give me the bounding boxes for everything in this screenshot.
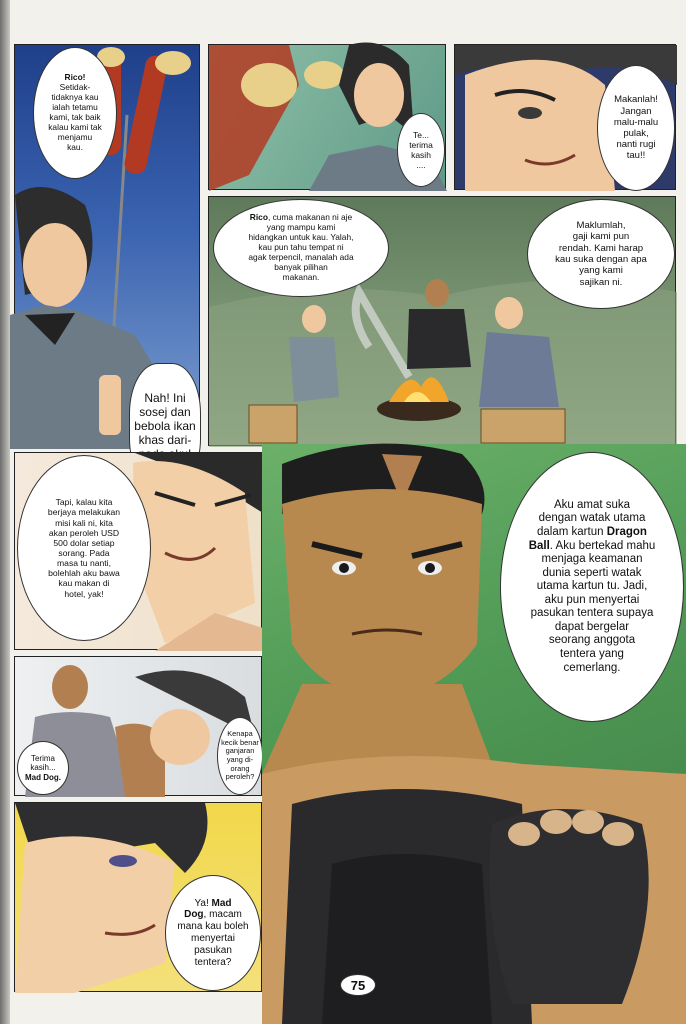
speech-line: kalau kami tak <box>48 121 102 132</box>
speech-line: berjaya melakukan <box>47 507 121 518</box>
panel-5 <box>14 452 262 650</box>
speech-line: bebola ikan <box>134 418 196 433</box>
speech-line: .... <box>416 160 426 171</box>
speech-line: Rico! <box>64 72 86 83</box>
speech-line: misi kali ni, kita <box>55 517 113 528</box>
speech-line: menjaga keamanan <box>541 553 643 566</box>
speech-line: aku pun menyertai <box>544 593 640 606</box>
speech-line: makanan. <box>282 271 320 282</box>
speech-bubble-rico-welcome <box>33 47 117 179</box>
speech-line: khas dari- <box>138 433 192 448</box>
speech-line: kecik benar <box>221 737 259 747</box>
speech-line: cemerlang. <box>563 661 621 674</box>
speech-line-part: , macam <box>203 909 242 921</box>
speech-line: sajikan ni. <box>579 276 623 288</box>
speech-line: kau. <box>67 141 83 152</box>
speech-line: hotel, yak! <box>64 588 104 599</box>
panel-8 <box>262 444 686 1024</box>
speech-bubble-dragon-ball-reason <box>500 452 684 722</box>
page-binding-shadow <box>0 0 10 1024</box>
speech-line: Mad Dog. <box>25 772 61 782</box>
speech-line: kau pun tahu tempat ni <box>258 242 344 253</box>
panel-2 <box>208 44 446 190</box>
speech-line: yang mampu kami <box>266 222 336 233</box>
speech-line: kami, tak baik <box>49 112 101 122</box>
speech-line: tau!! <box>626 150 646 162</box>
panel-6 <box>14 656 262 796</box>
speech-bubble-eat-up <box>597 65 675 191</box>
speech-bubble-low-salary <box>527 199 675 309</box>
speech-line: sorang. Pada <box>58 548 110 558</box>
speech-line: kasih <box>411 150 431 160</box>
title-emphasis: Dragon <box>606 525 647 538</box>
panel-4 <box>208 196 676 446</box>
speech-line: menyertai <box>191 933 235 944</box>
mad-dog-head <box>282 444 485 699</box>
speech-line: ialah tetamu <box>52 102 98 113</box>
speech-line: hidangkan untuk kau. Yalah, <box>248 232 354 243</box>
speech-line: orang <box>230 763 250 773</box>
speech-line: peroleh? <box>225 772 255 782</box>
speech-line: seorang anggota <box>548 634 636 647</box>
speech-line: tentera yang <box>560 648 624 661</box>
speech-line: mana kau boleh <box>177 921 249 933</box>
speech-bubble-small-reward-question <box>217 717 263 795</box>
speech-bubble-join-army-question <box>165 875 261 991</box>
speech-line-part: . Aku bertekad mahu <box>549 539 656 552</box>
speaker-name: Mad <box>211 897 232 909</box>
speech-line: 500 dolar setiap <box>53 537 115 548</box>
speech-bubble-thanks-maddog <box>17 741 69 795</box>
speech-line: utama kartun tu. Jadi, <box>536 580 648 593</box>
speech-line: Makanlah! <box>614 94 658 106</box>
speech-line: kau suka dengan apa <box>555 254 647 265</box>
speech-line: banyak pilihan <box>274 261 328 272</box>
speech-bubble-rico-food-apology <box>213 199 389 297</box>
page-number: 75 <box>340 974 376 996</box>
speech-line <box>529 526 656 540</box>
gloved-fist <box>490 809 649 1004</box>
speech-line: dunia seperti watak <box>542 566 642 579</box>
title-emphasis: Ball <box>528 539 550 552</box>
panel-1 <box>14 44 200 448</box>
speech-line: agak terpencil, manalah ada <box>248 251 354 262</box>
speech-line: Kenapa <box>227 728 253 738</box>
speech-line: Tapi, kalau kita <box>55 497 113 508</box>
speech-line: dengan watak utama <box>538 512 646 525</box>
speech-line: yang di- <box>226 755 254 764</box>
speech-line: kasih... <box>30 763 56 773</box>
speech-bubble-mission-reward <box>17 455 151 641</box>
panel-3 <box>454 44 676 190</box>
speech-line: Setidak- <box>59 82 91 93</box>
speech-line: bolehlah aku bawa <box>48 568 120 579</box>
speech-line: tentera? <box>194 956 232 968</box>
speech-line: pasukan tentera supaya <box>530 607 654 620</box>
speech-line: akan peroleh USD <box>48 527 120 538</box>
speech-line: malu-malu <box>613 116 659 128</box>
speech-line: dapat bergelar <box>554 620 630 633</box>
speech-line <box>177 909 248 921</box>
speech-line: menjamu <box>57 131 93 142</box>
speech-line: Nah! Ini <box>144 390 186 405</box>
speech-line: masa tu nanti, <box>57 558 111 569</box>
speech-line: ganjaran <box>225 746 255 756</box>
speech-line: kau makan di <box>58 578 110 589</box>
speech-line <box>177 898 248 910</box>
speech-line: nanti rugi <box>616 139 656 151</box>
speech-line-rest: , cuma makanan ni aje <box>267 212 353 223</box>
speech-bubble-thanks-stammer <box>397 113 445 187</box>
speech-line-part: Ya! <box>194 897 212 909</box>
speech-line: yang kami <box>579 265 623 277</box>
speech-line: Aku amat suka <box>553 498 631 511</box>
speech-line-part: dalam kartun <box>537 525 607 538</box>
speech-line: pasukan <box>194 944 232 956</box>
speaker-name: Rico <box>249 212 268 223</box>
speech-line: tidaknya kau <box>51 92 99 103</box>
speech-line <box>529 540 656 554</box>
speech-line: pulak, <box>623 128 649 139</box>
speech-line: Te... <box>412 129 430 140</box>
speech-line: gaji kami pun <box>572 231 630 243</box>
speech-line: sosej dan <box>139 404 191 419</box>
speech-line: terima <box>409 139 433 150</box>
speech-line: Maklumlah, <box>576 220 626 232</box>
speech-line: Jangan <box>620 105 652 117</box>
speech-line: Terima <box>30 753 55 763</box>
speaker-name: Dog <box>184 909 204 921</box>
panel-7 <box>14 802 262 992</box>
speech-line: rendah. Kami harap <box>558 242 644 254</box>
